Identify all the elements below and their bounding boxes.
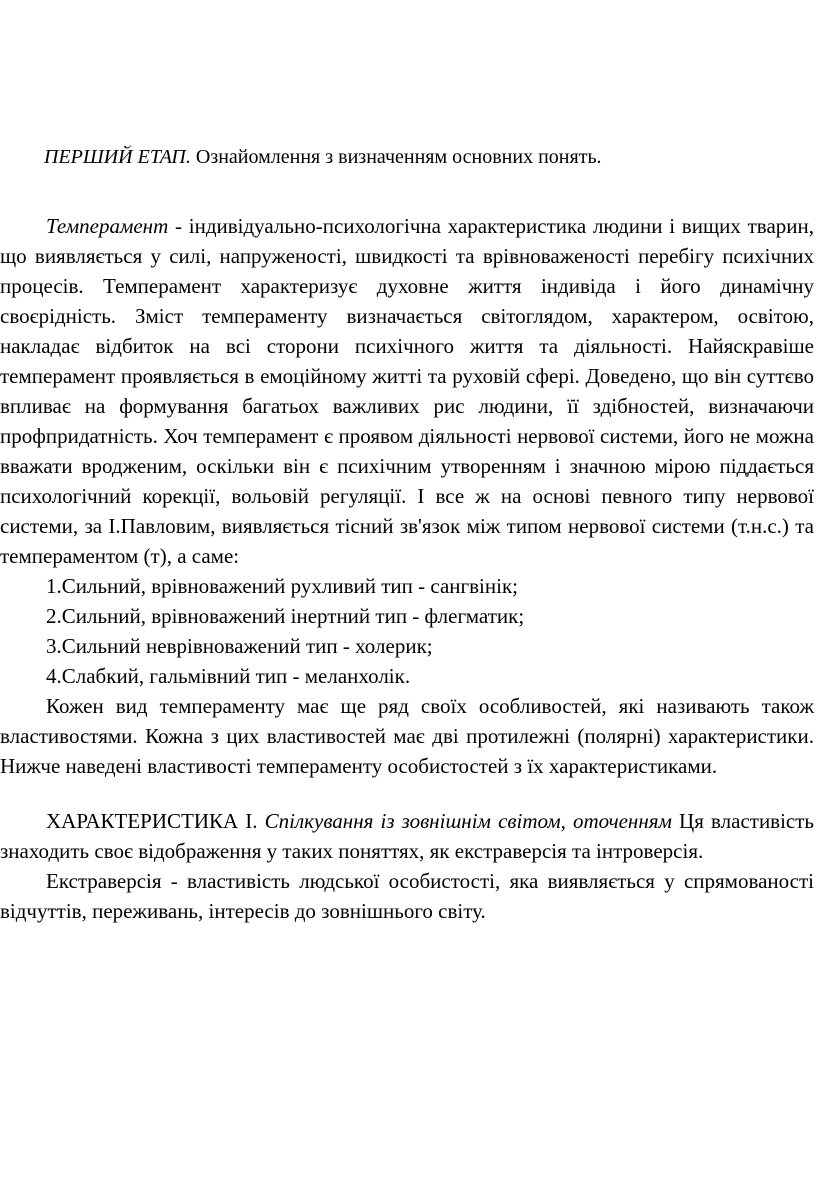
type-list-item-1: 1.Сильний, врівноважений рухливий тип - сангвінік; bbox=[46, 574, 518, 598]
properties-paragraph: Кожен вид темпераменту має ще ряд своїх особливостей, які називають також властивостями. Кожна з цих властивостей має дві протилежні (полярні) характеристики. Нижче наведені властивості темпераменту особистостей з їх характеристиками. bbox=[0, 694, 814, 778]
extraversion-paragraph: Екстраверсія - властивість людської особистості, яка виявляється у спрямованості відчуттів, переживань, інтересів до зовнішнього світу. bbox=[0, 869, 814, 923]
temperament-definition: - індивідуально-психологічна характеристика людини і вищих тварин, що виявляється у силі, напруженості, швидкості та врівноваженості перебігу психічних процесів. Темперамент характеризує духовне життя індивіда і його динамічну своєрідність. Зміст темпераменту визначається світоглядом, характером, освітою, накладає відбиток на всі сторони психічного життя та діяльності. Найяскравіше темперамент проявляється в емоційному житті та руховій сфері. Доведено, що він суттєво впливає на формування багатьох важливих рис людини, її здібностей, визначаючи профпридатність. Хоч темперамент є проявом діяльності нервової системи, його не можна вважати вродженим, оскільки він є психічним утворенням і значною мірою піддається психологічний корекції, вольовій регуляції. І все ж на основі певного типу нервової системи, за І.Павловим, виявляється тісний зв'язок між типом нервової системи (т.н.с.) та темпераментом (т), а саме: bbox=[0, 214, 814, 568]
type-list-item-2: 2.Сильний, врівноважений інертний тип - флегматик; bbox=[46, 604, 525, 628]
characteristic-title: Спілкування із зовнішнім світом, оточенням bbox=[264, 809, 672, 833]
stage-heading bbox=[0, 142, 816, 172]
characteristic-text: Ця властивість знаходить своє відображення у таких поняттях, як екстраверсія та інтроверсія. bbox=[0, 809, 815, 863]
characteristic-paragraph bbox=[0, 806, 816, 866]
temperament-paragraph bbox=[0, 211, 816, 571]
type-list-item-3: 3.Сильний неврівноважений тип - холерик; bbox=[46, 634, 433, 658]
stage-label: ПЕРШИЙ ЕТАП. bbox=[44, 146, 191, 168]
temperament-term: Темперамент bbox=[46, 214, 169, 238]
type-list-item-4: 4.Слабкий, гальмівний тип - меланхолік. bbox=[46, 664, 411, 688]
stage-text: Ознайомлення з визначенням основних понять. bbox=[190, 146, 602, 168]
characteristic-label: ХАРАКТЕРИСТИКА І. bbox=[46, 809, 258, 833]
